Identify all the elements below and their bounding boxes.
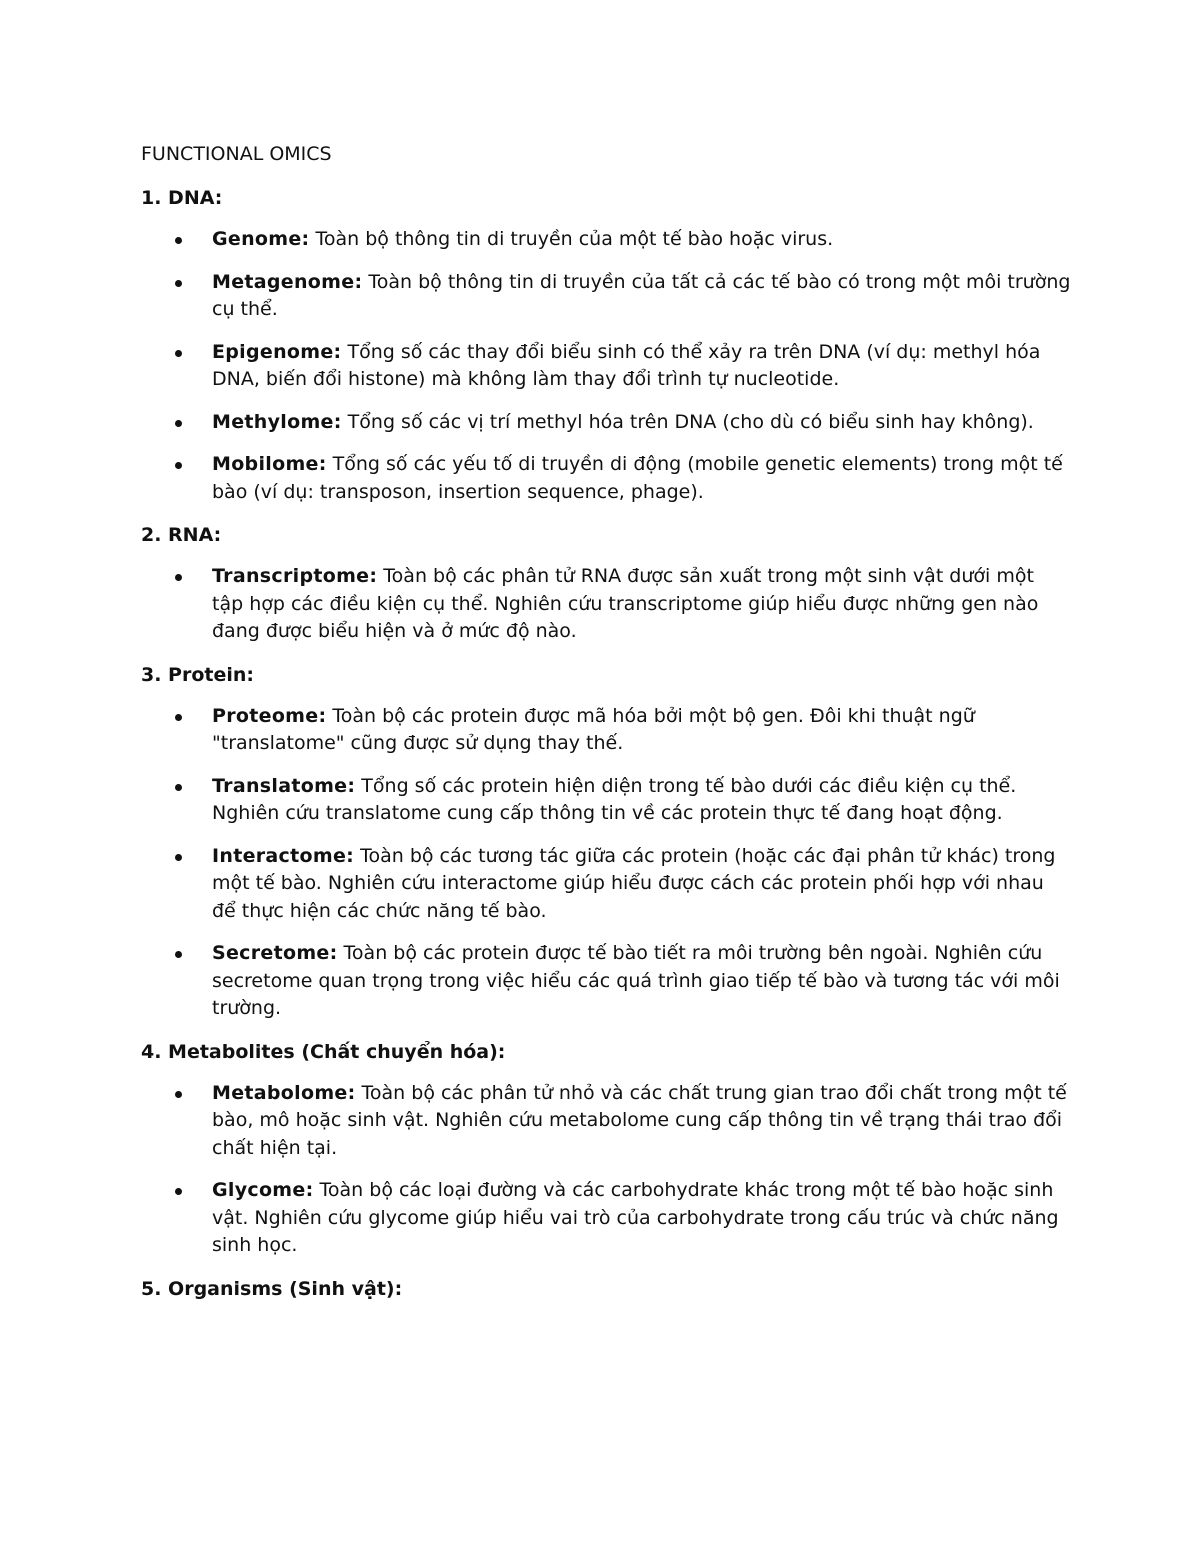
bullet-icon [175, 1091, 182, 1098]
list-item [141, 563, 1071, 646]
section-heading: 2. RNA: [141, 524, 222, 546]
bullet-icon [175, 237, 182, 244]
list-item [141, 940, 1071, 1023]
definition-text: Tổng số các yếu tố di truyền di động (mobile genetic elements) trong một tế bào (ví dụ: transposon, insertion sequence, phage). [212, 453, 1063, 503]
term-label: Translatome: [212, 774, 356, 797]
list-item [141, 409, 1071, 437]
term-label: Glycome: [212, 1179, 314, 1201]
definition-text: Toàn bộ thông tin di truyền của tất cả các tế bào có trong một môi trường cụ thể. [212, 270, 1071, 320]
term-label: Epigenome: [212, 340, 342, 363]
term-label: Methylome: [212, 410, 342, 433]
definition-text: Toàn bộ các tương tác giữa các protein (hoặc các đại phân tử khác) trong một tế bào. Nghiên cứu interactome giúp hiểu được cách các protein phối hợp với nhau để thực hiện các chức năng tế bào. [212, 844, 1056, 922]
term-label: Proteome: [212, 704, 327, 727]
definition-text: Toàn bộ các protein được mã hóa bởi một bộ gen. Đôi khi thuật ngữ "translatome" cũng được sử dụng thay thế. [212, 704, 975, 754]
definition-text: Toàn bộ thông tin di truyền của một tế bào hoặc virus. [309, 228, 834, 250]
bullet-list [141, 703, 1071, 1023]
list-item [141, 703, 1071, 758]
definition-text: Toàn bộ các phân tử nhỏ và các chất trung gian trao đổi chất trong một tế bào, mô hoặc sinh vật. Nghiên cứu metabolome cung cấp thông tin về trạng thái trao đổi chất hiện tại. [212, 1081, 1067, 1159]
section-organisms [141, 1275, 1071, 1303]
list-item [141, 843, 1071, 926]
bullet-icon [175, 854, 182, 861]
definition-text: Toàn bộ các protein được tế bào tiết ra môi trường bên ngoài. Nghiên cứu secretome quan trọng trong việc hiểu các quá trình giao tiếp tế bào và tương tác với môi trường. [212, 942, 1060, 1019]
list-item [141, 226, 1071, 254]
term-label: Interactome: [212, 844, 355, 867]
list-item [141, 269, 1071, 324]
document-title: FUNCTIONAL OMICS [141, 143, 332, 165]
bullet-icon [175, 462, 182, 469]
definition-text: Toàn bộ các phân tử RNA được sản xuất trong một sinh vật dưới một tập hợp các điều kiện cụ thể. Nghiên cứu transcriptome giúp hiểu được những gen nào đang được biểu hiện và ở mức độ nào. [212, 565, 1039, 642]
section-heading: 3. Protein: [141, 663, 255, 686]
bullet-icon [175, 951, 182, 958]
section-heading: 4. Metabolites (Chất chuyển hóa): [141, 1040, 506, 1063]
bullet-list [141, 226, 1071, 506]
term-label: Secretome: [212, 942, 338, 964]
document-page [141, 140, 1071, 1317]
section-dna [141, 184, 1071, 506]
term-label: Mobilome: [212, 453, 327, 475]
list-item [141, 1177, 1071, 1260]
bullet-icon [175, 350, 182, 357]
list-item [141, 1080, 1071, 1163]
section-heading: 1. DNA: [141, 187, 223, 209]
term-label: Genome: [212, 228, 310, 250]
section-rna [141, 521, 1071, 646]
bullet-icon [175, 784, 182, 791]
term-label: Transcriptome: [212, 565, 378, 587]
bullet-icon [175, 574, 182, 581]
term-label: Metabolome: [212, 1081, 356, 1104]
definition-text: Tổng số các vị trí methyl hóa trên DNA (cho dù có biểu sinh hay không). [341, 410, 1034, 433]
term-label: Metagenome: [212, 270, 363, 293]
definition-text: Tổng số các thay đổi biểu sinh có thể xảy ra trên DNA (ví dụ: methyl hóa DNA, biến đổi histone) mà không làm thay đổi trình tự nucleotide. [212, 340, 1041, 390]
list-item [141, 339, 1071, 394]
bullet-list [141, 563, 1071, 646]
definition-text: Toàn bộ các loại đường và các carbohydrate khác trong một tế bào hoặc sinh vật. Nghiên cứu glycome giúp hiểu vai trò của carbohydrate trong cấu trúc và chức năng sinh học. [212, 1179, 1059, 1256]
bullet-icon [175, 280, 182, 287]
list-item [141, 773, 1071, 828]
definition-text: Tổng số các protein hiện diện trong tế bào dưới các điều kiện cụ thể. Nghiên cứu translatome cung cấp thông tin về các protein thực tế đang hoạt động. [212, 774, 1017, 824]
bullet-icon [175, 714, 182, 721]
bullet-list [141, 1080, 1071, 1260]
list-item [141, 451, 1071, 506]
section-heading: 5. Organisms (Sinh vật): [141, 1277, 403, 1300]
bullet-icon [175, 1188, 182, 1195]
bullet-icon [175, 420, 182, 427]
section-protein [141, 661, 1071, 1023]
section-metabolites [141, 1038, 1071, 1260]
